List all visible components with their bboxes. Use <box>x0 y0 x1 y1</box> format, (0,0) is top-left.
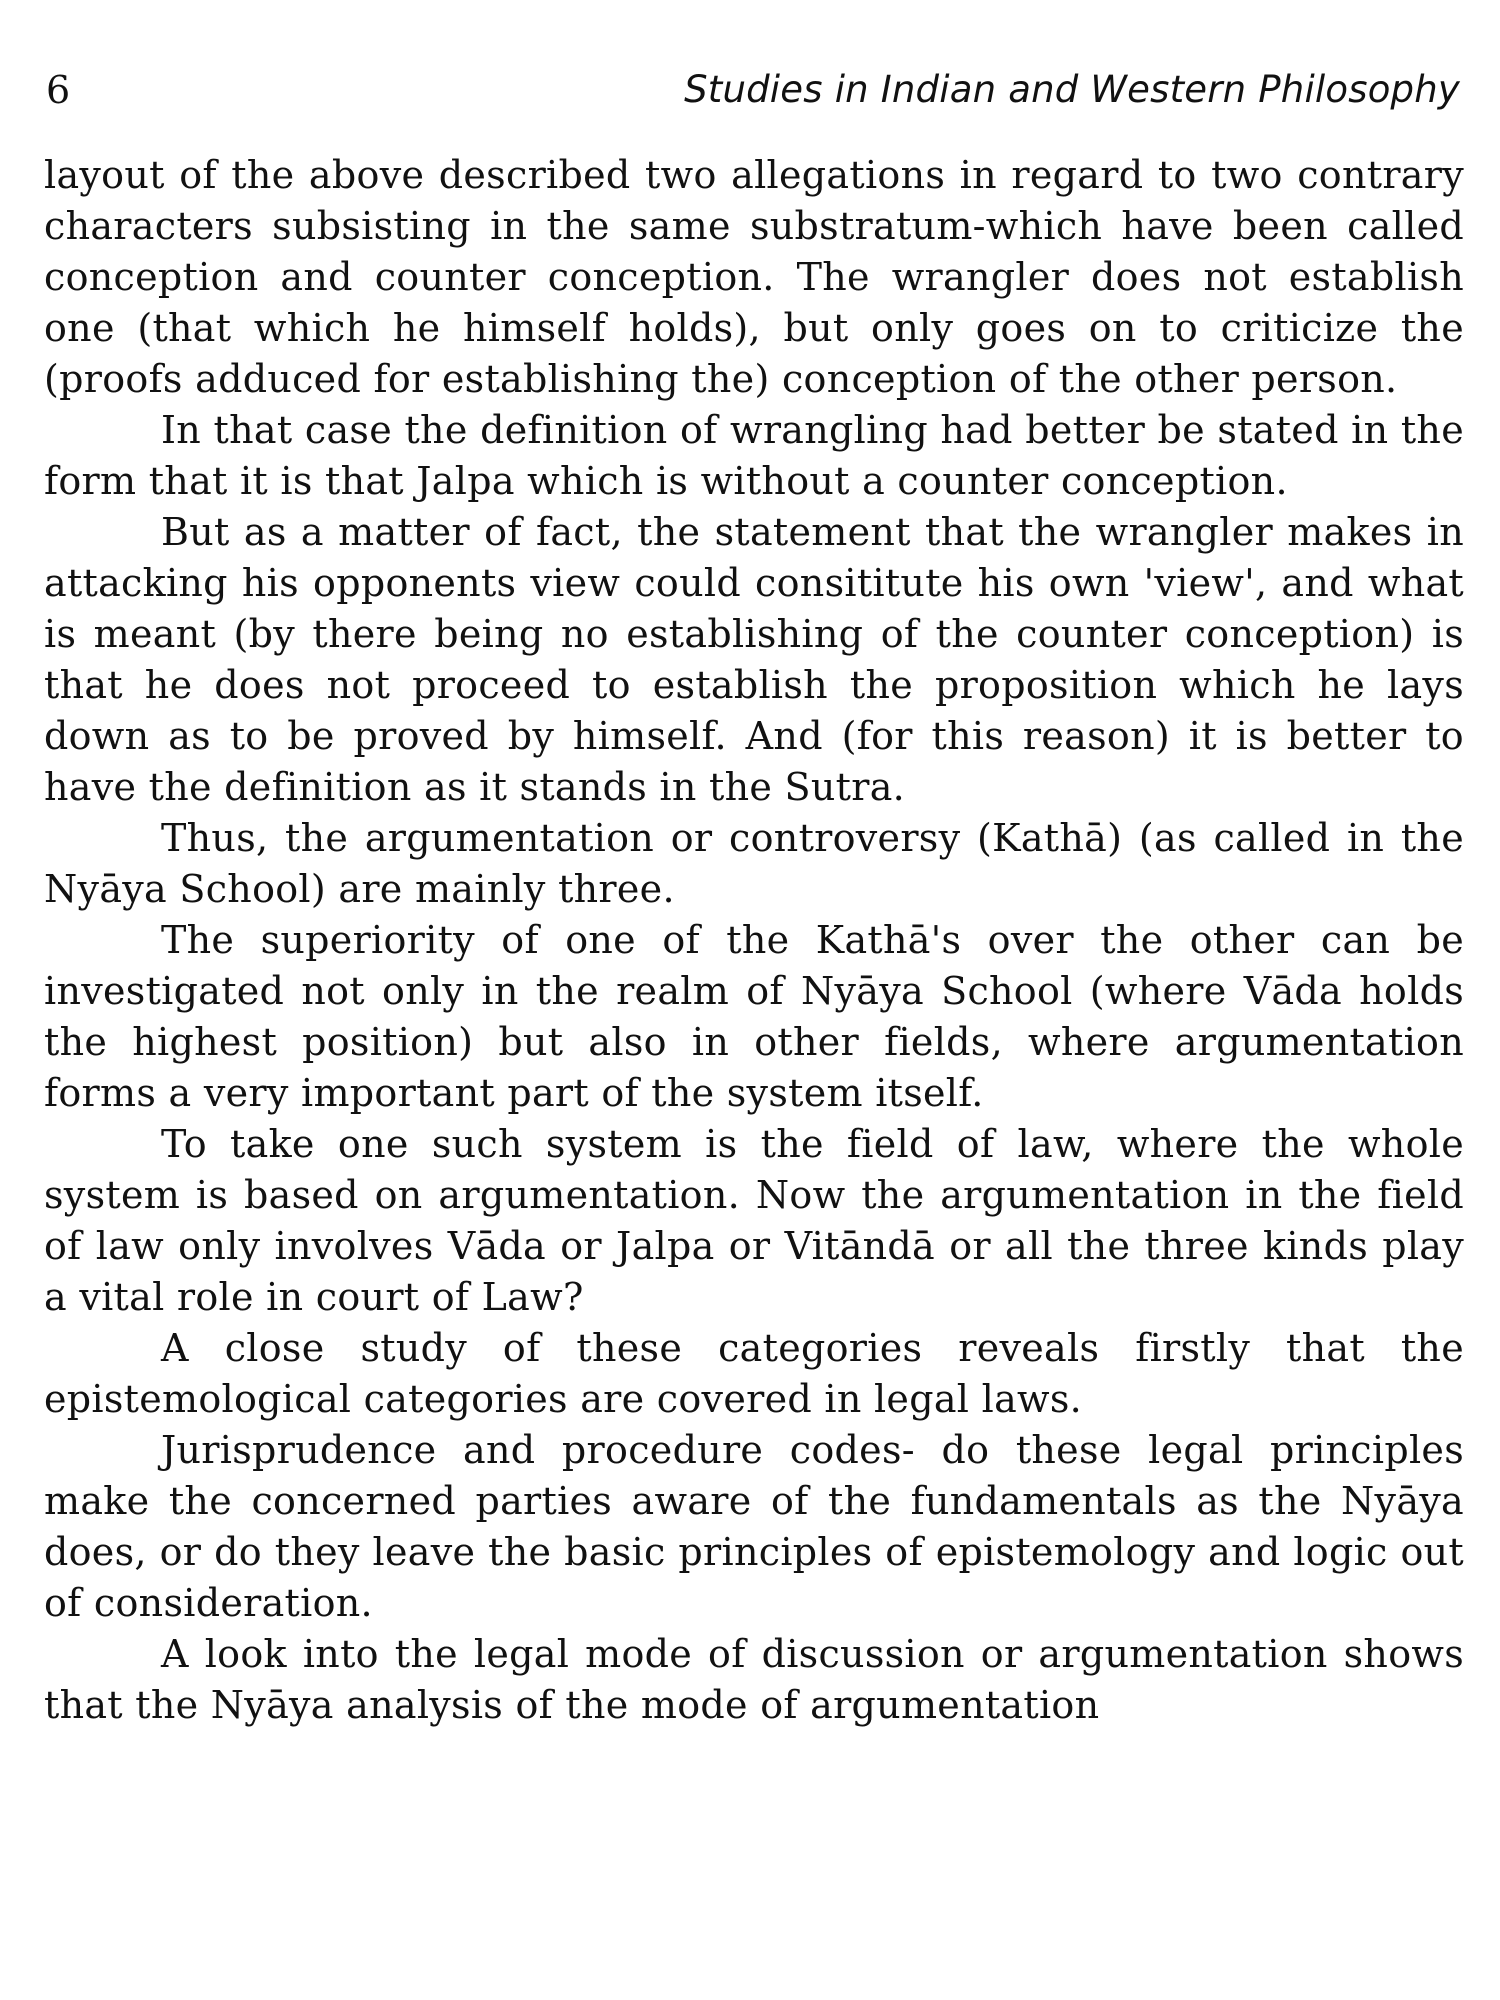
paragraph: To take one such system is the field of law, where the whole system is based on argumentation. Now the argumentation in the field of law only involves Vāda or Jalpa or Vitāndā or all the three kinds play a vital role in court of Law? <box>44 1122 1464 1319</box>
paragraph: In that case the definition of wrangling had better be stated in the form that it is that Jalpa which is without a counter conception. <box>44 408 1464 503</box>
paragraph: The superiority of one of the Kathā's over the other can be investigated not only in the realm of Nyāya School (where Vāda holds the highest position) but also in other fields, where argumentation forms a very important part of the system itself. <box>44 918 1464 1115</box>
paragraph: Thus, the argumentation or controversy (Kathā) (as called in the Nyāya School) are mainly three. <box>44 816 1464 911</box>
page-number: 6 <box>46 68 71 112</box>
paragraph: layout of the above described two allegations in regard to two contrary characters subsisting in the same substratum-which have been called conception and counter conception. The wrangler does not establish one (that which he himself holds), but only goes on to criticize the (proofs adduced for establishing the) conception of the other person. <box>44 153 1464 401</box>
running-title: Studies in Indian and Western Philosophy <box>684 68 1460 111</box>
running-head <box>46 62 1460 118</box>
body-text <box>44 150 1464 1731</box>
paragraph: Jurisprudence and procedure codes- do these legal principles make the concerned parties aware of the fundamentals as the Nyāya does, or do they leave the basic principles of epistemology and logic out of consideration. <box>44 1428 1464 1625</box>
paragraph: A look into the legal mode of discussion or argumentation shows that the Nyāya analysis of the mode of argumentation <box>44 1632 1464 1727</box>
paragraph: A close study of these categories reveals firstly that the epistemological categories are covered in legal laws. <box>44 1326 1464 1421</box>
paragraph: But as a matter of fact, the statement that the wrangler makes in attacking his opponents view could consititute his own 'view', and what is meant (by there being no establishing of the counter conception) is that he does not proceed to establish the proposition which he lays down as to be proved by himself. And (for this reason) it is better to have the definition as it stands in the Sutra. <box>44 510 1464 809</box>
